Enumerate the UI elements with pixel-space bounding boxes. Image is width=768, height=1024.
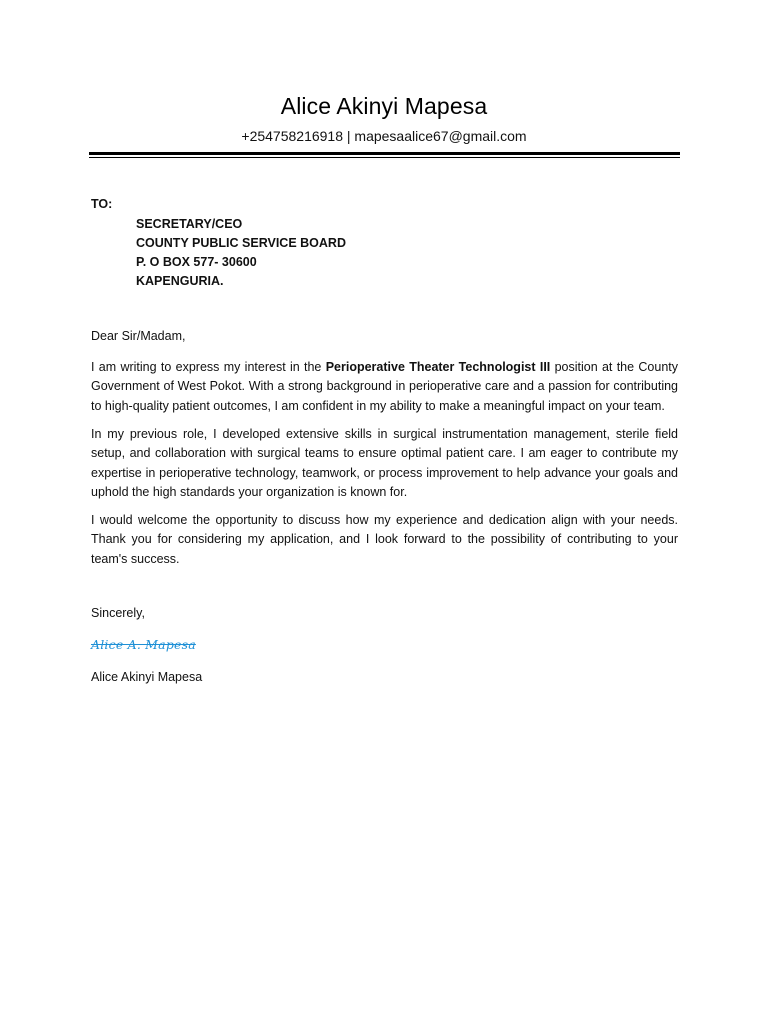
signed-name: Alice Akinyi Mapesa	[91, 670, 203, 684]
header-rule-thick	[89, 152, 680, 155]
paragraph-interest	[91, 358, 678, 416]
paragraph-experience: In my previous role, I developed extensive skills in surgical instrumentation management, sterile field setup, and collaboration with surgical teams to ensure optimal patient care. I am eager to contribute my expertise in perioperative technology, teamwork, or process improvement to help advance your goals and uphold the high standards your organization is known for.	[91, 427, 678, 499]
salutation: Dear Sir/Madam,	[91, 329, 186, 343]
address-line: SECRETARY/CEO	[136, 217, 243, 231]
address-line: COUNTY PUBLIC SERVICE BOARD	[136, 236, 346, 250]
header-rule-thin	[89, 157, 680, 158]
closing-phrase: Sincerely,	[91, 606, 145, 620]
address-line: KAPENGURIA.	[136, 274, 224, 288]
paragraph-closing: I would welcome the opportunity to discuss how my experience and dedication align with your needs. Thank you for considering my application, and I look forward to the possibility of contributing to your team's success.	[91, 513, 678, 566]
paragraph-text: position at the County Government of West Pokot. With a strong background in perioperative care and a passion for contributing to high-quality patient outcomes, I am confident in my ability to make a meaningful impact on your team.	[91, 360, 678, 413]
sender-contact: +254758216918 | mapesaalice67@gmail.com	[241, 128, 527, 144]
recipient-address	[136, 215, 346, 291]
address-line: P. O BOX 577- 30600	[136, 255, 257, 269]
paragraph-text: I am writing to express my interest in the	[91, 360, 326, 374]
to-label: TO:	[91, 197, 113, 211]
handwritten-signature: Alice A. Mapesa	[91, 637, 196, 652]
sender-name: Alice Akinyi Mapesa	[280, 93, 488, 119]
position-title: Perioperative Theater Technologist III	[325, 360, 551, 374]
